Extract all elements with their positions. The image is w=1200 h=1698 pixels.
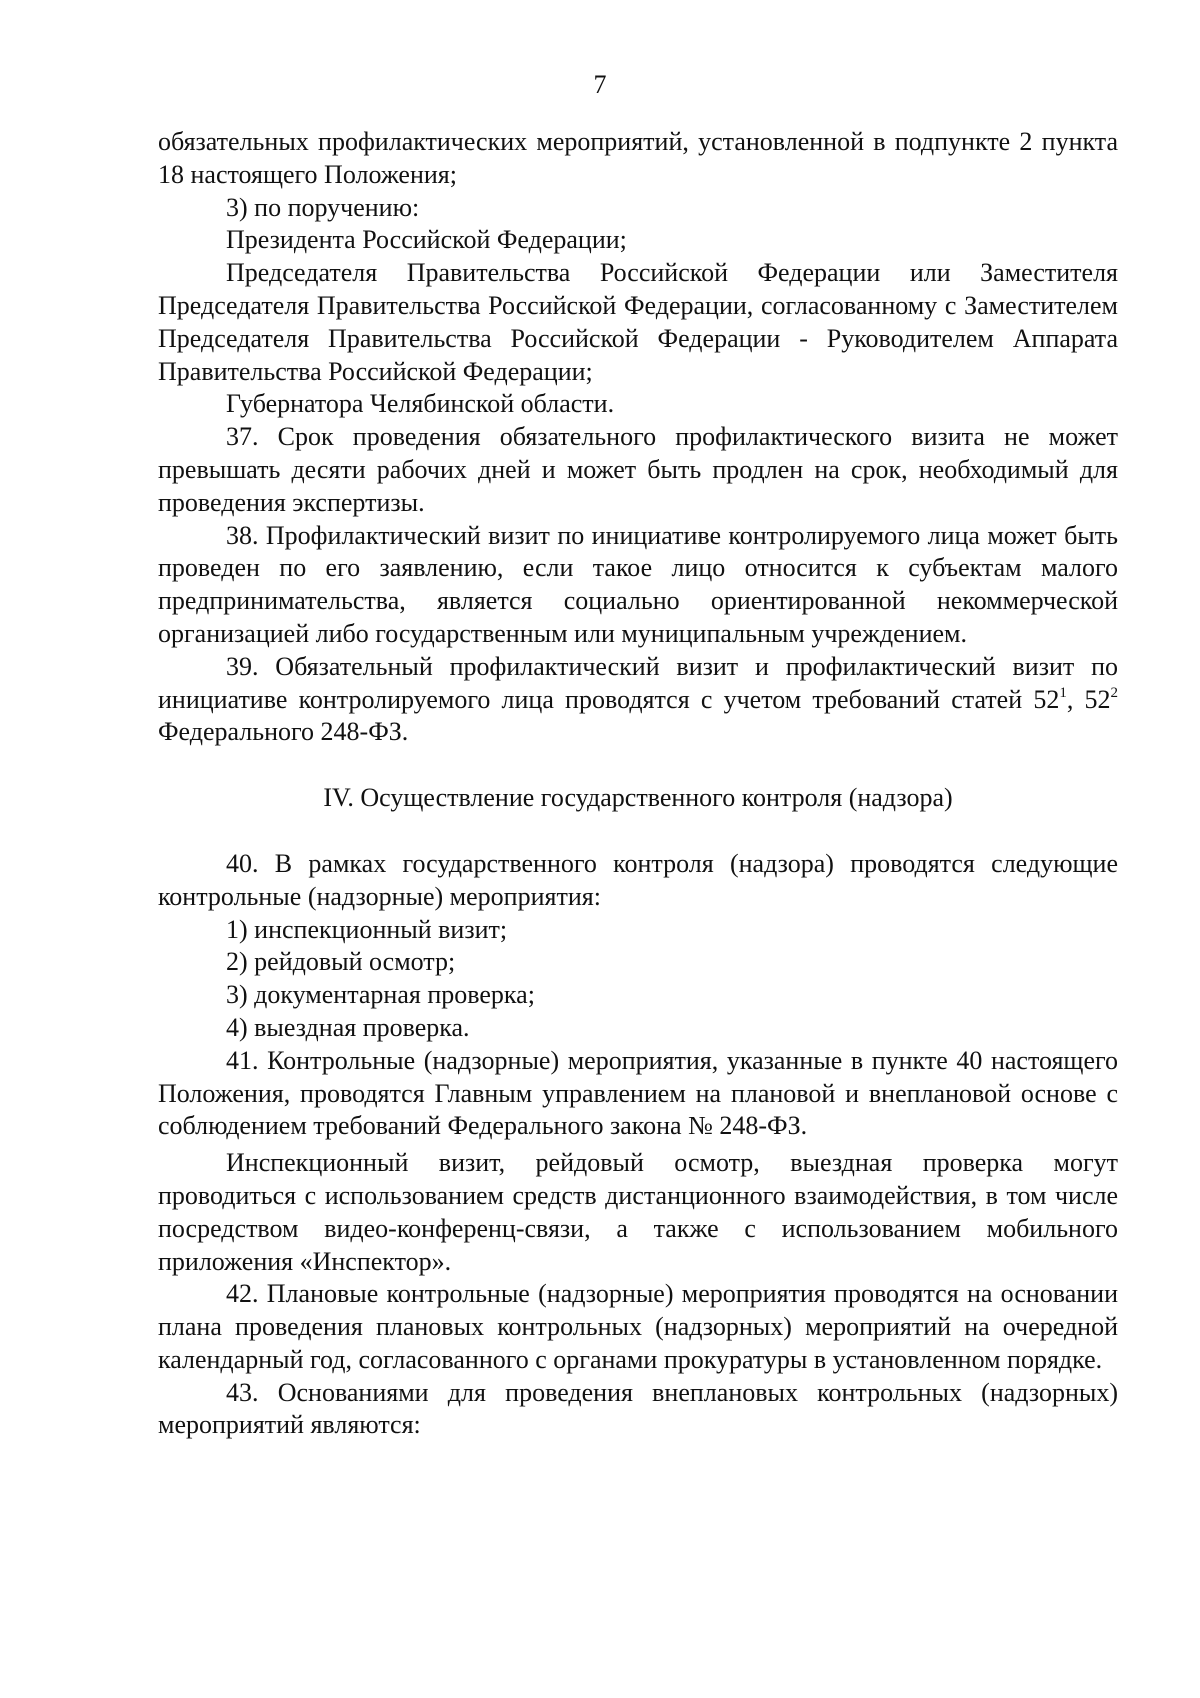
paragraph: Президента Российской Федерации; (226, 225, 627, 255)
paragraph-42: 42. Плановые контрольные (надзорные) мероприятия проводятся на основании плана проведения плановых контрольных (надзорных) мероприятий на очередной календарный год, согласованного с органами прокуратуры в установленном порядке. (158, 1279, 1118, 1374)
section-heading: IV. Осуществление государственного контроля (надзора) (323, 783, 953, 813)
paragraph-41: 41. Контрольные (надзорные) мероприятия, указанные в пункте 40 настоящего Положения, проводятся Главным управлением на плановой и внеплановой основе с соблюдением требований Федерального закона № 248-ФЗ. (158, 1045, 1118, 1141)
paragraph: обязательных профилактических мероприятий, установленной в подпункте 2 пункта 18 настоящего Положения; (158, 127, 1118, 189)
page-number: 7 (593, 70, 607, 99)
paragraph-39-text: 39. Обязательный профилактический визит и профилактический визит по инициативе контролируемого лица проводятся с учетом требований статей 52 (158, 651, 1118, 714)
paragraph-43: 43. Основаниями для проведения внеплановых контрольных (надзорных) мероприятий являются: (158, 1377, 1118, 1440)
paragraph-39 (158, 651, 1118, 749)
paragraph: Губернатора Челябинской области. (226, 389, 615, 419)
list-item: 4) выездная проверка. (226, 1012, 470, 1042)
paragraph-39-text: , 52 (1066, 684, 1111, 714)
superscript: 1 (1059, 684, 1067, 701)
paragraph-38: 38. Профилактический визит по инициативе контролируемого лица может быть проведен по его заявлению, если такое лицо относится к субъектам малого предпринимательства, является социально ориентированной некоммерческой организацией либо государственным или муниципальным учреждением. (158, 520, 1118, 648)
document-body (158, 126, 1118, 1442)
paragraph: 3) по поручению: (226, 192, 420, 222)
paragraph: Инспекционный визит, рейдовый осмотр, выездная проверка могут проводиться с использованием средств дистанционного взаимодействия, в том числе посредством видео-конференц-связи, а также с использованием мобильного приложения «Инспектор». (158, 1148, 1118, 1276)
list-item: 2) рейдовый осмотр; (226, 947, 456, 977)
paragraph-40: 40. В рамках государственного контроля (надзора) проводятся следующие контрольные (надзорные) мероприятия: (158, 848, 1118, 911)
paragraph-39-text: Федерального 248-ФЗ. (158, 717, 409, 747)
superscript: 2 (1110, 684, 1119, 701)
paragraph: Председателя Правительства Российской Федерации или Заместителя Председателя Правительства Российской Федерации, согласованному с Заместителем Председателя Правительства Российской Федерации - Руководителем Аппарата Правительства Российской Федерации; (158, 258, 1118, 386)
list-item: 1) инспекционный визит; (226, 914, 508, 944)
list-item: 3) документарная проверка; (226, 980, 535, 1010)
paragraph-37: 37. Срок проведения обязательного профилактического визита не может превышать десяти рабочих дней и может быть продлен на срок, необходимый для проведения экспертизы. (158, 422, 1118, 517)
